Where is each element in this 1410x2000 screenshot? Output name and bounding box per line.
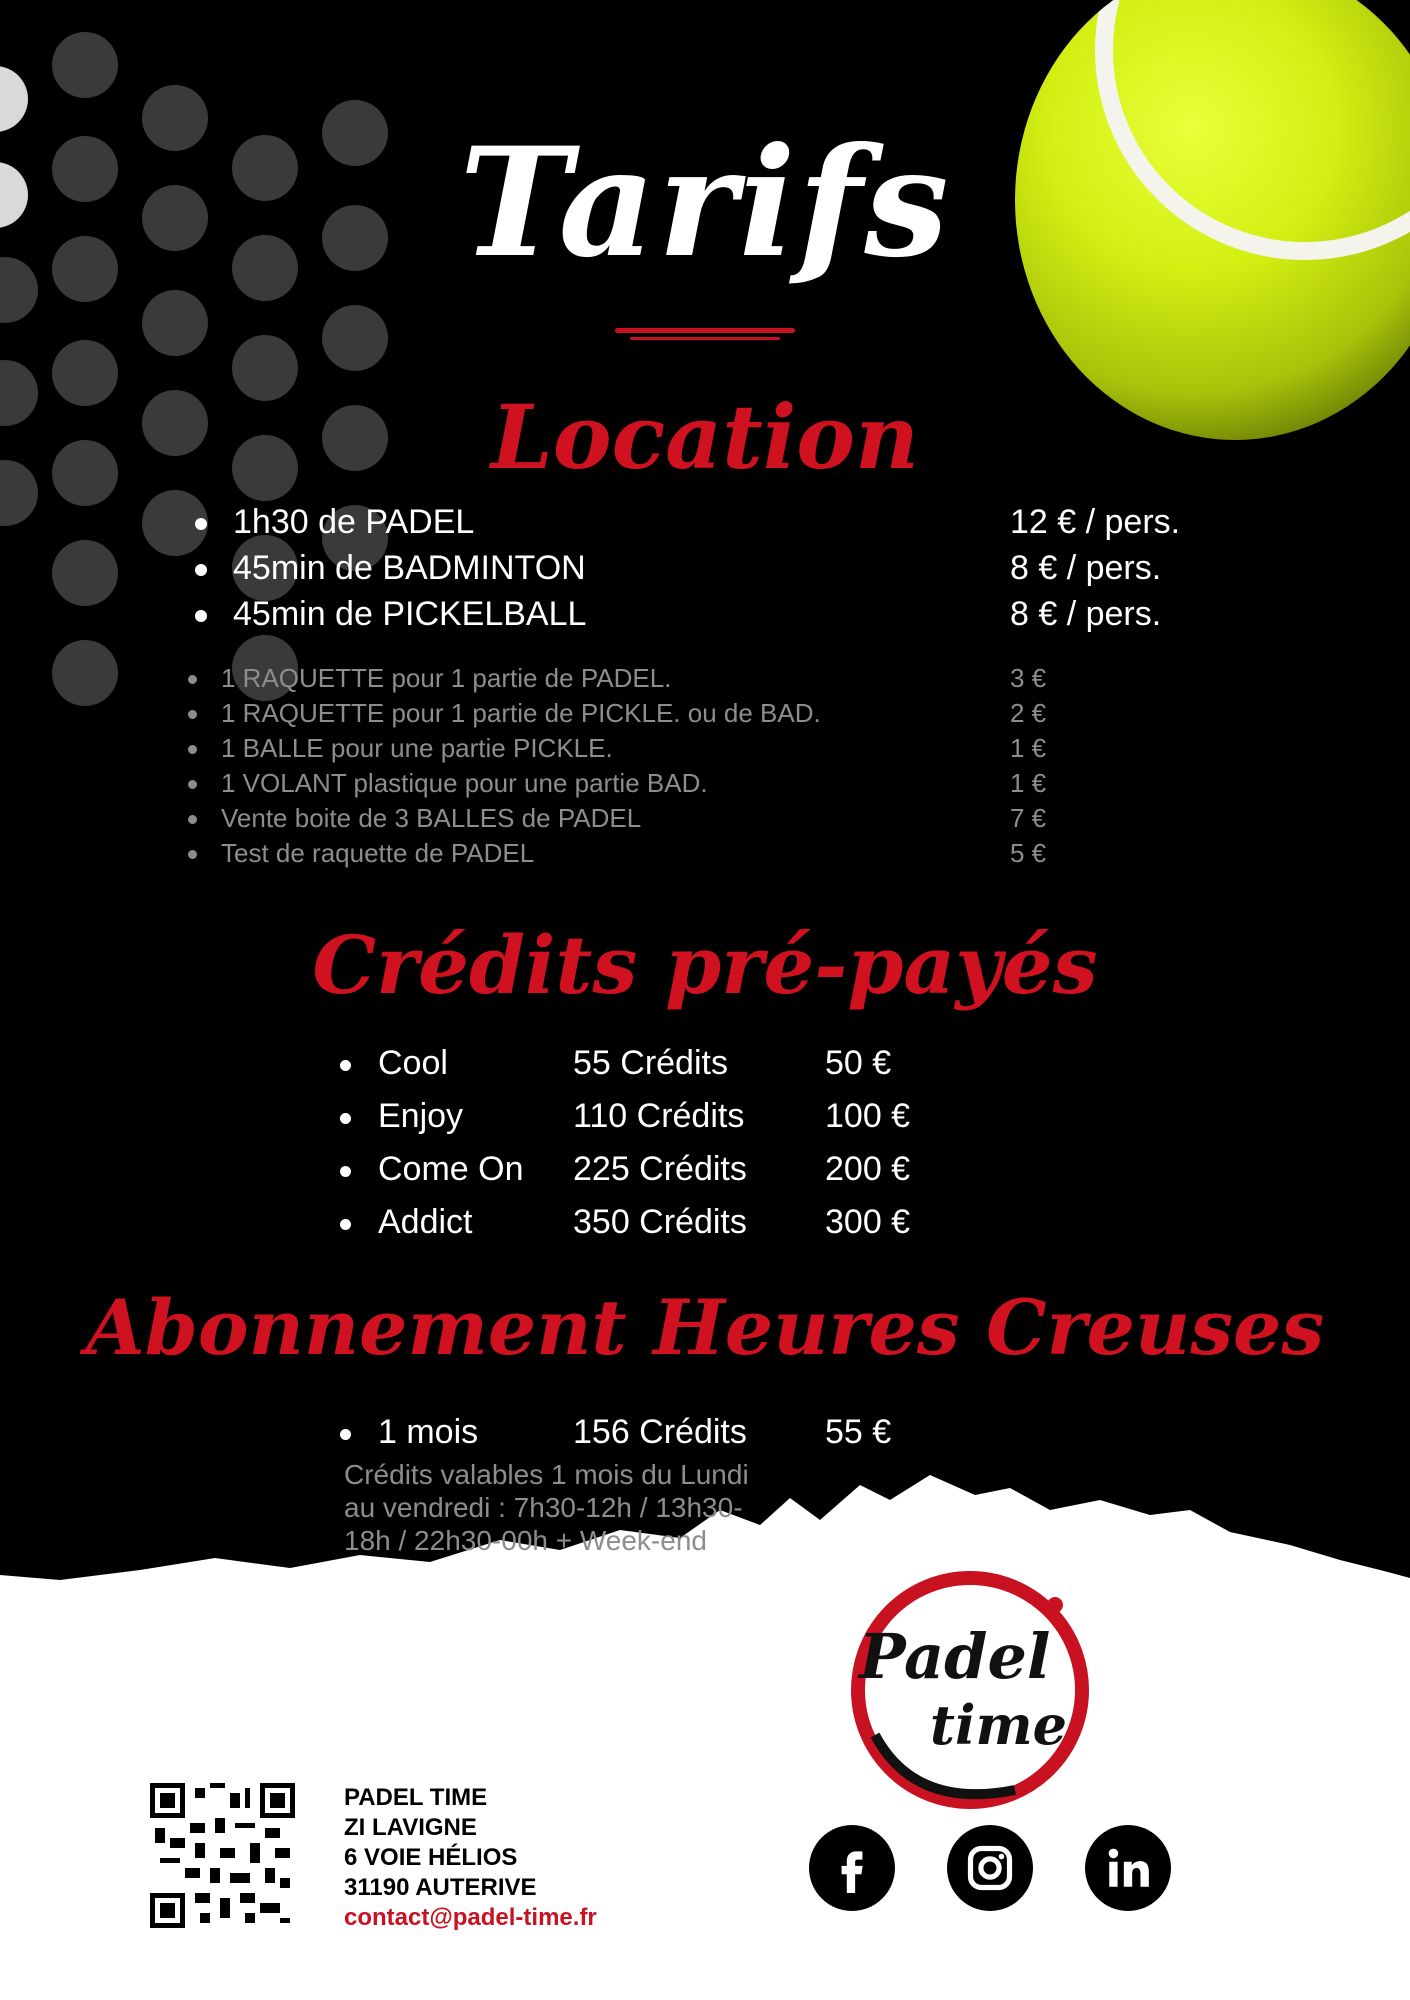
abonnement-note: Crédits valables 1 mois du Lundi au vendredi : 7h30-12h / 13h30-18h / 22h30-00h + Week-end <box>344 1459 749 1556</box>
instagram-icon[interactable] <box>947 1825 1033 1911</box>
price: 50 € <box>825 1044 892 1082</box>
bullet-icon <box>188 745 197 754</box>
credits-amount: 350 Crédits <box>573 1203 747 1241</box>
price: 100 € <box>825 1097 911 1135</box>
credits-amount: 156 Crédits <box>573 1413 747 1451</box>
page-title: Tarifs <box>459 115 951 291</box>
price: 55 € <box>825 1413 892 1451</box>
address-line: 31190 AUTERIVE <box>344 1874 537 1901</box>
bullet-icon <box>188 850 197 859</box>
address-line: 6 VOIE HÉLIOS <box>344 1844 518 1871</box>
logo-text-time: time <box>930 1693 1067 1757</box>
price: 300 € <box>825 1203 911 1241</box>
section-location-heading: Location <box>491 385 919 489</box>
padel-time-logo <box>845 1565 1095 1815</box>
bullet-icon <box>188 710 197 719</box>
price: 7 € <box>1010 803 1047 833</box>
bullet-icon <box>188 780 197 789</box>
section-credits-heading: Crédits pré-payés <box>312 918 1098 1012</box>
bullet-icon <box>340 1166 351 1177</box>
bullet-icon <box>195 518 207 530</box>
bullet-icon <box>340 1219 351 1230</box>
price: 8 € / pers. <box>1010 595 1162 633</box>
company-name: PADEL TIME <box>344 1784 488 1811</box>
price: 200 € <box>825 1150 911 1188</box>
bullet-icon <box>188 815 197 824</box>
email-link[interactable]: contact@padel-time.fr <box>344 1904 597 1931</box>
bullet-icon <box>340 1113 351 1124</box>
logo-text-padel: Padel <box>859 1620 1051 1693</box>
price: 12 € / pers. <box>1010 503 1181 541</box>
price: 1 € <box>1010 733 1047 763</box>
bullet-icon <box>340 1429 351 1440</box>
title-underline-2 <box>630 337 780 340</box>
linkedin-icon[interactable] <box>1085 1825 1171 1911</box>
bullet-icon <box>188 675 197 684</box>
price: 1 € <box>1010 768 1047 798</box>
price: 8 € / pers. <box>1010 549 1162 587</box>
contact-address <box>344 1783 597 1933</box>
qr-code[interactable] <box>150 1783 295 1928</box>
credits-amount: 55 Crédits <box>573 1044 728 1082</box>
price: 3 € <box>1010 663 1047 693</box>
bullet-icon <box>195 564 207 576</box>
credits-amount: 110 Crédits <box>573 1097 745 1135</box>
price: 2 € <box>1010 698 1047 728</box>
section-abonnement-heading: Abonnement Heures Creuses <box>85 1283 1325 1372</box>
credits-amount: 225 Crédits <box>573 1150 747 1188</box>
price: 5 € <box>1010 838 1047 868</box>
address-line: ZI LAVIGNE <box>344 1814 477 1841</box>
bullet-icon <box>195 610 207 622</box>
facebook-icon[interactable] <box>809 1825 895 1911</box>
title-underline <box>615 328 795 333</box>
bullet-icon <box>340 1060 351 1071</box>
